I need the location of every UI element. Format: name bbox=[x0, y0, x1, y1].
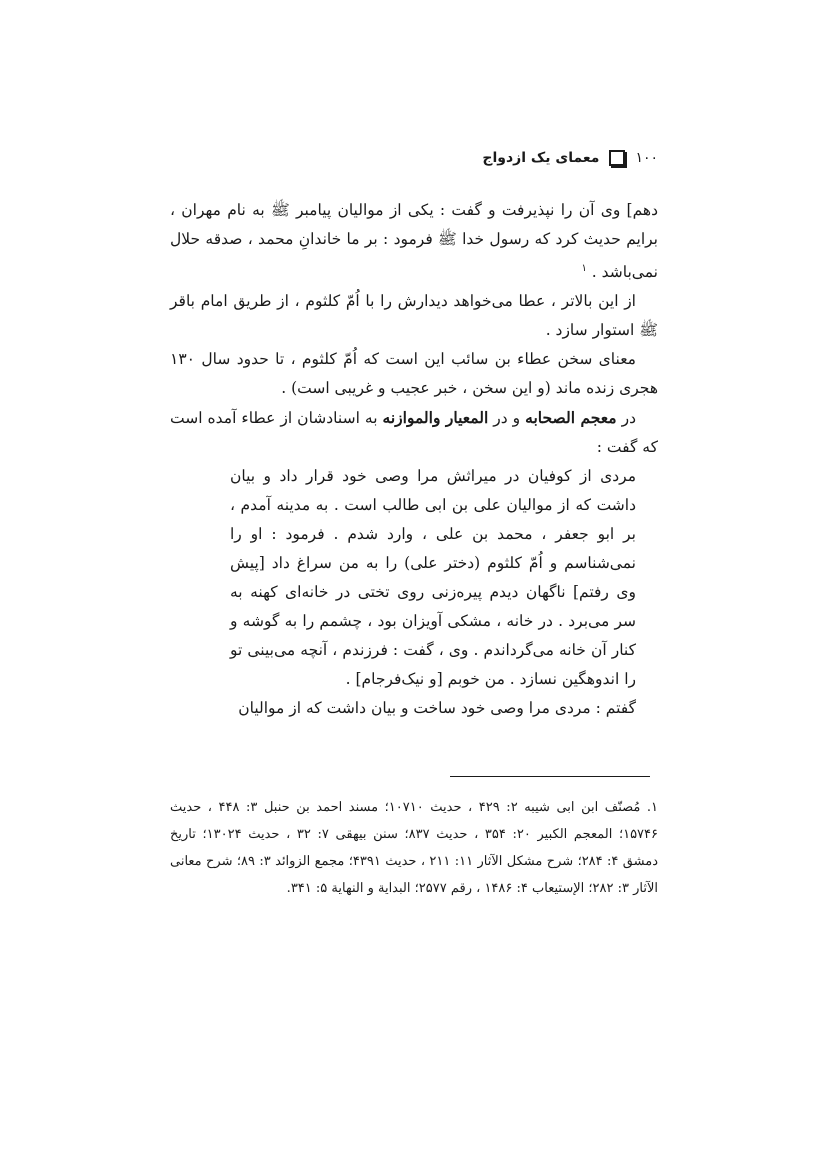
paragraph-1-text: دهم] وی آن را نپذیرفت و گفت : یکی از موالیان پیامبر ﷺ به نام مهران ، برایم حدیث کرد که رسول خدا ﷺ فرمود : بر ما خاندانِ محمد ، صدقه حلال نمی‌باشد . bbox=[170, 201, 658, 282]
quotation-text: مردی از کوفیان در میراثش مرا وصی خود قرار داد و بیان داشت که از موالیان علی بن ابی طالب است . به مدینه آمدم ، بر ابو جعفر ، محمد بن علی ، وارد شدم . فرمود : او را نمی‌شناسم و اُمّ کلثوم (دختر علی) را به من سراغ داد [پیش وی رفتم] ناگهان دیدم پیره‌زنی روی تختی در خانه‌ای کهنه به سر می‌برد . در خانه ، مشکی آویزان بود ، چشمم را به گوشه و کنار آن خانه می‌گرداندم . وی ، گفت : فرزندم ، آنچه می‌بینی تو را اندوهگین نسازد . من خوبم [و نیک‌فرجام] . bbox=[230, 467, 636, 689]
footnote-divider bbox=[450, 776, 650, 777]
paragraph-4-pre: در bbox=[616, 409, 636, 428]
book-title-muajam: معجم الصحابه bbox=[525, 408, 617, 428]
paragraph-1 bbox=[170, 196, 658, 287]
main-text bbox=[170, 196, 658, 723]
paragraph-3: معنای سخن عطاء بن سائب این است که اُمّ کلثوم ، تا حدود سال ۱۳۰ هجری زنده ماند (و این سخن ، خبر عجیب و غریبی است) . bbox=[170, 350, 658, 398]
book-title-miyar: المعیار والموازنه bbox=[382, 408, 489, 428]
running-header bbox=[482, 150, 658, 166]
footnote-ref-1: ۱ bbox=[581, 263, 587, 274]
page-number: ۱۰۰ bbox=[635, 150, 658, 166]
paragraph-2: از این بالاتر ، عطا می‌خواهد دیدارش را با اُمّ کلثوم ، از طریق امام باقر ﷺ استوار سازد . bbox=[170, 292, 658, 340]
quotation-block bbox=[170, 462, 658, 723]
paragraph-4 bbox=[170, 403, 658, 462]
book-title: معمای یک ازدواج bbox=[482, 150, 600, 166]
paragraph-4-post: به اسنادشان از عطاء آمده است که گفت : bbox=[170, 409, 658, 457]
quotation-last-line: گفتم : مردی مرا وصی خود ساخت و بیان داشت که از موالیان bbox=[238, 699, 636, 718]
footnotes bbox=[170, 794, 658, 902]
paragraph-4-mid: و در bbox=[488, 409, 526, 428]
footnote-1: ۱. مُصنّف ابن ابی شیبه ۲: ۴۲۹ ، حدیث ۱۰۷۱۰؛ مسند احمد بن حنبل ۳: ۴۴۸ ، حدیث ۱۵۷۴۶؛ المعجم الکبیر ۲۰: ۳۵۴ ، حدیث ۸۳۷؛ سنن بیهقی ۷: ۳۲ ، حدیث ۱۳۰۲۴؛ تاریخ دمشق ۴: ۲۸۴؛ شرح مشکل الآثار ۱۱: ۲۱۱ ، حدیث ۴۳۹۱؛ مجمع الزوائد ۳: ۸۹؛ شرح معانی الآثار ۳: ۲۸۲؛ الإستیعاب ۴: ۱۴۸۶ ، رقم ۲۵۷۷؛ البدایة و النهایة ۵: ۳۴۱. bbox=[170, 800, 659, 896]
square-ornament-icon bbox=[609, 150, 625, 166]
